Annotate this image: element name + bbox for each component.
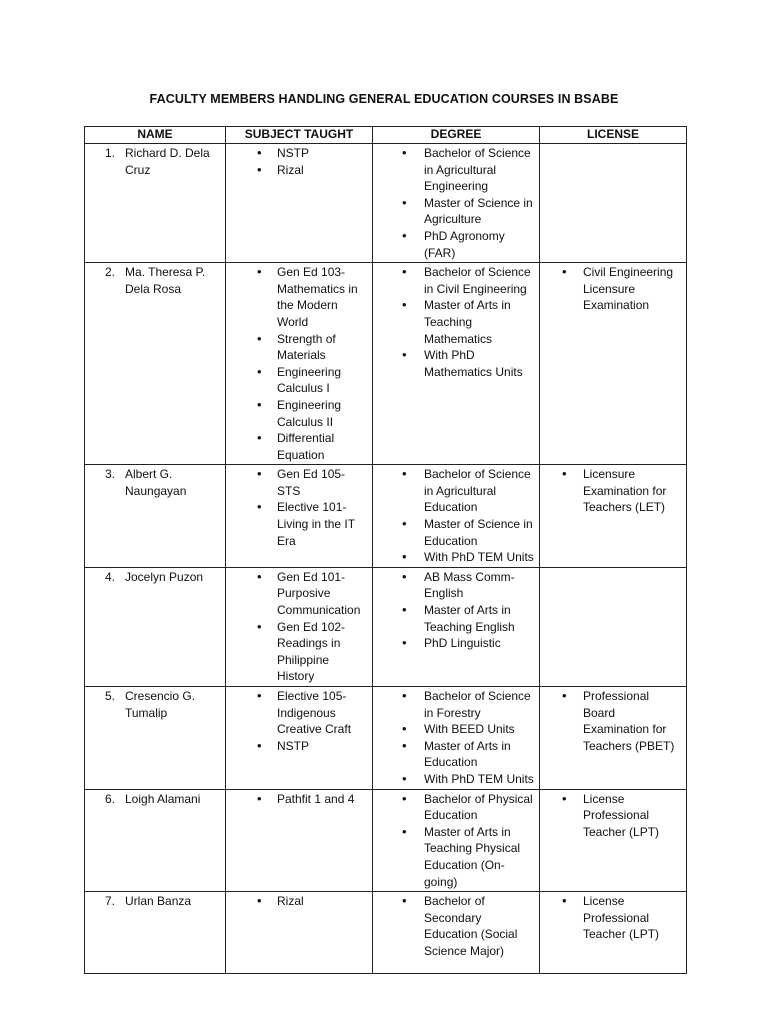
degree-item: • PhD Linguistic bbox=[373, 635, 535, 652]
bullet-list bbox=[373, 465, 539, 567]
table-row bbox=[85, 789, 687, 892]
bullet-list bbox=[226, 687, 372, 755]
bullet-list bbox=[540, 263, 686, 315]
degree-item: • PhD Agronomy (FAR) bbox=[373, 228, 535, 261]
degree-item: • With PhD Mathematics Units bbox=[373, 347, 535, 380]
row-number: 4. bbox=[104, 569, 115, 584]
license-cell bbox=[540, 789, 687, 892]
table-row bbox=[85, 567, 687, 686]
license-cell bbox=[540, 892, 687, 974]
license-cell bbox=[540, 263, 687, 465]
subject-item: • Rizal bbox=[226, 893, 368, 910]
degree-item: • AB Mass Comm- English bbox=[373, 569, 535, 602]
name-cell bbox=[85, 789, 226, 892]
degree-item: • With PhD TEM Units bbox=[373, 549, 535, 566]
degree-cell bbox=[373, 263, 540, 465]
license-item: • Licensure Examination for Teachers (LET) bbox=[540, 466, 682, 516]
table-row bbox=[85, 465, 687, 568]
subject-item: • Gen Ed 103- Mathematics in the Modern World bbox=[226, 264, 368, 330]
subject-item: • Engineering Calculus II bbox=[226, 397, 368, 430]
bullet-list bbox=[373, 568, 539, 653]
license-item: • License Professional Teacher (LPT) bbox=[540, 893, 682, 943]
degree-cell bbox=[373, 144, 540, 263]
degree-item: • Master of Arts in Education bbox=[373, 738, 535, 771]
degree-item: • Master of Science in Education bbox=[373, 516, 535, 549]
subject-item: • Elective 105- Indigenous Creative Craft bbox=[226, 688, 368, 738]
degree-item: • Bachelor of Science in Agricultural Engineering bbox=[373, 145, 535, 195]
subject-cell bbox=[226, 263, 373, 465]
faculty-name: Cresencio G. Tumalip bbox=[125, 689, 196, 720]
table-row bbox=[85, 892, 687, 974]
bullet-list bbox=[373, 790, 539, 892]
subject-item: • Rizal bbox=[226, 162, 368, 179]
name-cell bbox=[85, 465, 226, 568]
bullet-list bbox=[540, 687, 686, 755]
table-header-row bbox=[85, 127, 687, 144]
degree-item: • Bachelor of Physical Education bbox=[373, 791, 535, 824]
degree-item: • Bachelor of Science in Civil Engineering bbox=[373, 264, 535, 297]
license-cell bbox=[540, 687, 687, 790]
bullet-list bbox=[373, 687, 539, 789]
degree-item: • With PhD TEM Units bbox=[373, 771, 535, 788]
row-number: 6. bbox=[104, 791, 115, 806]
license-cell bbox=[540, 465, 687, 568]
degree-cell bbox=[373, 687, 540, 790]
subject-item: • Pathfit 1 and 4 bbox=[226, 791, 368, 808]
subject-cell bbox=[226, 687, 373, 790]
name-cell bbox=[85, 567, 226, 686]
name-cell bbox=[85, 144, 226, 263]
bullet-list bbox=[226, 144, 372, 179]
subject-cell bbox=[226, 465, 373, 568]
degree-item: • Master of Arts in Teaching Physical Education (On-going) bbox=[373, 824, 535, 890]
name-cell bbox=[85, 687, 226, 790]
bullet-list bbox=[226, 465, 372, 550]
faculty-table bbox=[84, 126, 687, 974]
degree-item: • With BEED Units bbox=[373, 721, 535, 738]
column-header-subject: SUBJECT TAUGHT bbox=[226, 127, 373, 144]
column-header-degree: DEGREE bbox=[373, 127, 540, 144]
bullet-list bbox=[540, 465, 686, 517]
name-cell bbox=[85, 892, 226, 974]
faculty-name: Loigh Alamani bbox=[125, 791, 201, 806]
bullet-list bbox=[226, 790, 372, 809]
degree-item: • Bachelor of Secondary Education (Social Science Major) bbox=[373, 893, 535, 959]
row-number: 1. bbox=[104, 146, 115, 160]
subject-cell bbox=[226, 567, 373, 686]
page-title: FACULTY MEMBERS HANDLING GENERAL EDUCATION COURSES IN BSABE bbox=[149, 92, 619, 106]
bullet-list bbox=[540, 892, 686, 944]
row-number: 5. bbox=[104, 689, 115, 703]
subject-item: • Elective 101- Living in the IT Era bbox=[226, 499, 368, 549]
subject-item: • Strength of Materials bbox=[226, 331, 368, 364]
faculty-name: Ma. Theresa P. Dela Rosa bbox=[125, 265, 206, 296]
subject-item: • NSTP bbox=[226, 145, 368, 162]
faculty-name: Albert G. Naungayan bbox=[125, 467, 187, 498]
degree-cell bbox=[373, 465, 540, 568]
license-cell bbox=[540, 144, 687, 263]
license-cell bbox=[540, 567, 687, 686]
faculty-name: Urlan Banza bbox=[125, 894, 192, 909]
subject-item: • Differential Equation bbox=[226, 430, 368, 463]
subject-cell bbox=[226, 144, 373, 263]
degree-item: • Bachelor of Science in Forestry bbox=[373, 688, 535, 721]
degree-cell bbox=[373, 892, 540, 974]
subject-cell bbox=[226, 789, 373, 892]
degree-cell bbox=[373, 567, 540, 686]
bullet-list bbox=[226, 892, 372, 911]
column-header-license: LICENSE bbox=[540, 127, 687, 144]
license-item: • Professional Board Examination for Teachers (PBET) bbox=[540, 688, 682, 754]
degree-item: • Master of Arts in Teaching English bbox=[373, 602, 535, 635]
name-cell bbox=[85, 263, 226, 465]
faculty-name: Jocelyn Puzon bbox=[125, 569, 204, 584]
bullet-list bbox=[226, 568, 372, 686]
subject-item: • NSTP bbox=[226, 738, 368, 755]
bullet-list bbox=[373, 892, 539, 960]
subject-item: • Gen Ed 102- Readings in Philippine History bbox=[226, 619, 368, 685]
row-number: 7. bbox=[104, 894, 115, 909]
license-item: • Civil Engineering Licensure Examination bbox=[540, 264, 682, 314]
bullet-list bbox=[226, 263, 372, 464]
subject-cell bbox=[226, 892, 373, 974]
degree-item: • Bachelor of Science in Agricultural Education bbox=[373, 466, 535, 516]
row-number: 2. bbox=[104, 265, 115, 280]
bullet-list bbox=[540, 790, 686, 842]
degree-item: • Master of Science in Agriculture bbox=[373, 195, 535, 228]
degree-cell bbox=[373, 789, 540, 892]
bullet-list bbox=[373, 144, 539, 262]
column-header-name: NAME bbox=[85, 127, 226, 144]
table-row bbox=[85, 144, 687, 263]
bullet-list bbox=[373, 263, 539, 381]
table-row bbox=[85, 263, 687, 465]
subject-item: • Gen Ed 105- STS bbox=[226, 466, 368, 499]
table-body bbox=[85, 144, 687, 974]
row-number: 3. bbox=[104, 467, 115, 482]
faculty-name: Richard D. Dela Cruz bbox=[125, 146, 210, 177]
subject-item: • Gen Ed 101- Purposive Communication bbox=[226, 569, 368, 619]
license-item: • License Professional Teacher (LPT) bbox=[540, 791, 682, 841]
subject-item: • Engineering Calculus I bbox=[226, 364, 368, 397]
degree-item: • Master of Arts in Teaching Mathematics bbox=[373, 297, 535, 347]
table-row bbox=[85, 687, 687, 790]
